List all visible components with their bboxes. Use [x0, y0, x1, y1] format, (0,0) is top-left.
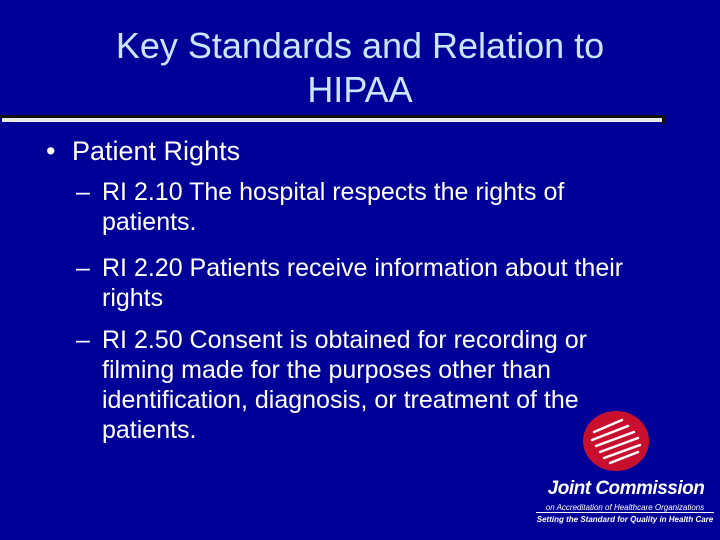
dash: – [76, 178, 90, 206]
logo-divider [536, 512, 714, 513]
title-line-1: Key Standards and Relation to [115, 25, 605, 66]
bullet-dot: • [46, 136, 56, 166]
title-line-2: HIPAA [307, 69, 413, 110]
subpoint-line: RI 2.20 Patients receive information about their [102, 254, 624, 282]
subpoint-line: patients. [102, 208, 197, 236]
subpoint-line: rights [102, 284, 164, 312]
bullet-text: Patient Rights [72, 136, 241, 166]
dash: – [76, 254, 90, 282]
dash: – [76, 326, 90, 354]
subpoint-line: patients. [102, 416, 197, 444]
slide-title [40, 24, 680, 112]
subpoint-line: identification, diagnosis, or treatment of the [102, 386, 579, 414]
logo-name: Joint Commission [547, 478, 705, 499]
joint-commission-logo-icon [582, 410, 650, 472]
subpoint-line: RI 2.50 Consent is obtained for recording or [102, 326, 587, 354]
title-divider [0, 115, 666, 124]
subpoint-ri-2-10 [76, 177, 696, 237]
subpoint-ri-2-20 [76, 253, 696, 313]
bullet-patient-rights [46, 133, 240, 169]
subpoint-line: RI 2.10 The hospital respects the rights of [102, 178, 565, 206]
logo-tagline: Setting the Standard for Quality in Health Care [536, 515, 714, 524]
logo-subtitle: on Accreditation of Healthcare Organizations [545, 503, 705, 512]
subpoint-line: filming made for the purposes other than [102, 356, 551, 384]
